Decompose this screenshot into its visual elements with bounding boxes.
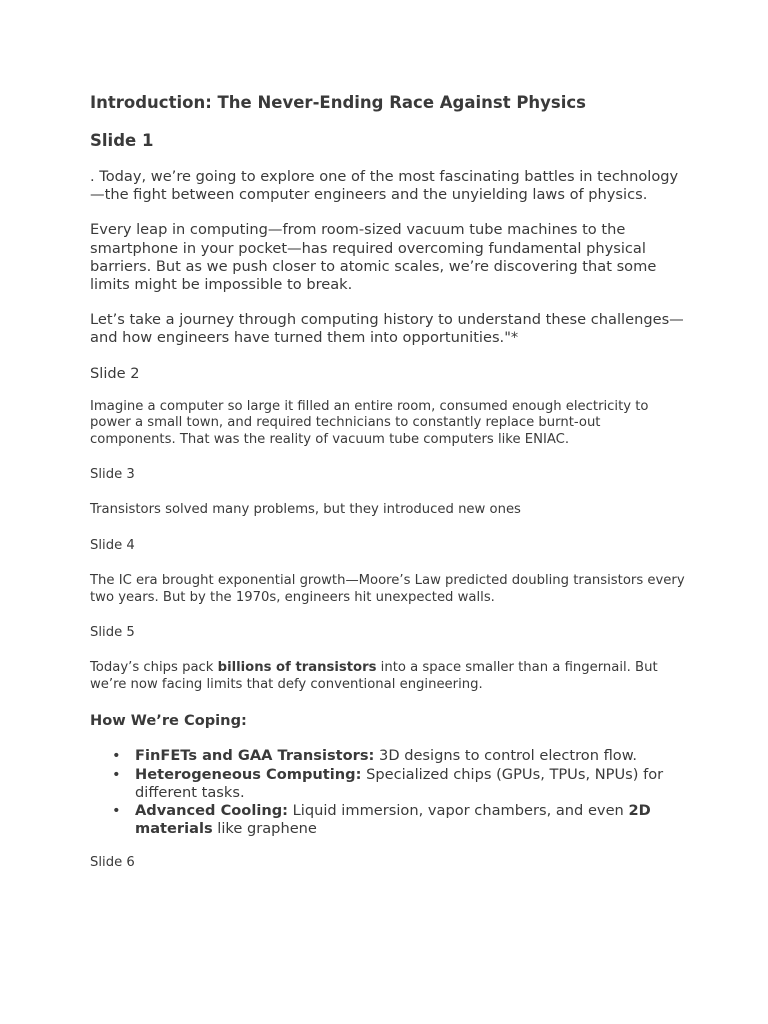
bullet-bold: FinFETs and GAA Transistors: bbox=[135, 747, 375, 765]
bullet-icon: • bbox=[112, 747, 121, 765]
intro-paragraph-1: . Today, we’re going to explore one of the most fascinating battles in technology—the fight between computer engineers and the unyielding laws of physics. bbox=[90, 168, 679, 204]
list-item bbox=[90, 802, 690, 838]
coping-heading: How We’re Coping: bbox=[90, 712, 247, 730]
list-item bbox=[90, 766, 690, 802]
bullet-text: 3D designs to control electron flow. bbox=[374, 747, 637, 765]
document-body bbox=[90, 92, 690, 890]
coping-list bbox=[90, 747, 690, 838]
slide-5-text bbox=[90, 660, 690, 693]
slide-5-label: Slide 5 bbox=[90, 625, 135, 641]
slide-2-label: Slide 2 bbox=[90, 364, 140, 382]
bullet-icon: • bbox=[112, 801, 121, 819]
bullet-bold: Heterogeneous Computing: bbox=[135, 765, 362, 783]
list-item bbox=[90, 747, 690, 765]
intro-paragraph-3: Let’s take a journey through computing history to understand these challenges—and how engineers have turned them into opportunities."* bbox=[90, 311, 684, 347]
bullet-bold: Advanced Cooling: bbox=[135, 801, 289, 819]
bullet-text: Specialized chips (GPUs, TPUs, NPUs) for different tasks. bbox=[135, 765, 664, 801]
bullet-text-2: like graphene bbox=[212, 820, 317, 838]
bullet-icon: • bbox=[112, 765, 121, 783]
slide-6-label: Slide 6 bbox=[90, 855, 135, 871]
slide-2-text: Imagine a computer so large it filled an entire room, consumed enough electricity to power a small town, and required technicians to constantly replace burnt-out components. That was the reality of vacuum tube computers like ENIAC. bbox=[90, 398, 649, 447]
slide-4-text: The IC era brought exponential growth—Moore’s Law predicted doubling transistors every two years. But by the 1970s, engineers hit unexpected walls. bbox=[90, 573, 685, 605]
bullet-bold-2: 2D materials bbox=[135, 801, 651, 838]
slide-5-text-after: into a space smaller than a fingernail. But we’re now facing limits that defy conventional engineering. bbox=[90, 660, 658, 692]
slide-3-text: Transistors solved many problems, but they introduced new ones bbox=[90, 502, 521, 518]
slide-1-heading: Slide 1 bbox=[90, 131, 154, 150]
slide-3-label: Slide 3 bbox=[90, 467, 135, 483]
slide-4-label: Slide 4 bbox=[90, 538, 135, 553]
document-title: Introduction: The Never-Ending Race Against Physics bbox=[90, 93, 587, 112]
bullet-text: Liquid immersion, vapor chambers, and even bbox=[288, 801, 629, 819]
intro-paragraph-2: Every leap in computing—from room-sized vacuum tube machines to the smartphone in your pocket—has required overcoming fundamental physical barriers. But as we push closer to atomic scales, we’re discovering that some limits might be impossible to break. bbox=[90, 221, 657, 294]
slide-5-text-bold: billions of transistors bbox=[217, 660, 377, 676]
slide-5-text-before: Today’s chips pack bbox=[90, 660, 218, 676]
